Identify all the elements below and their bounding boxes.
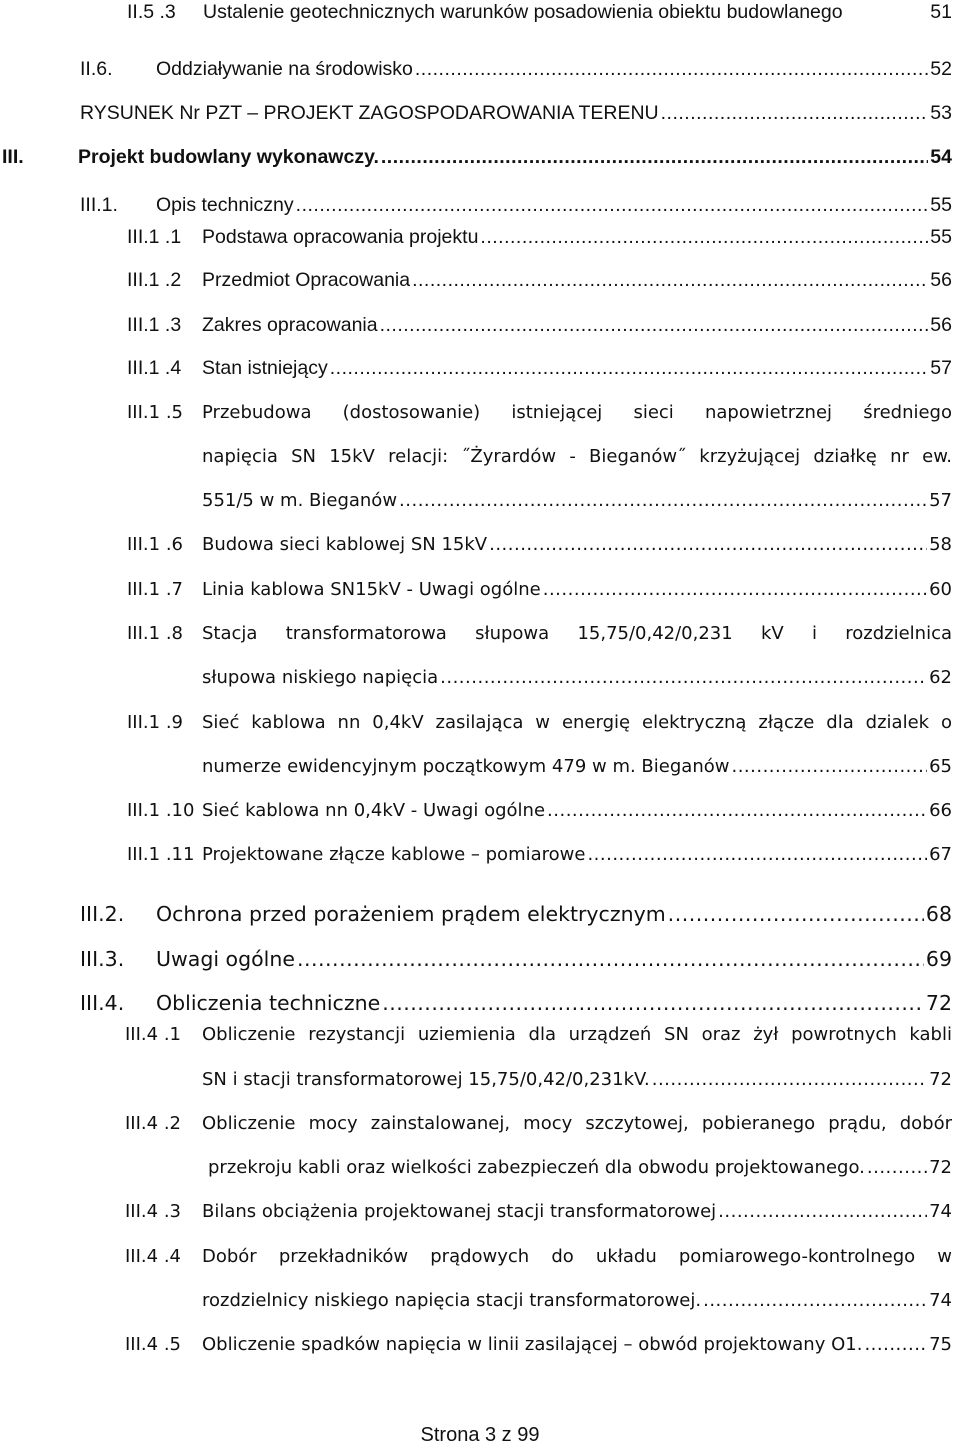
toc-title: Obliczenia techniczne [156,991,381,1015]
toc-page-number: 56 [930,314,952,336]
toc-number: III.4 .1 [125,1024,181,1045]
toc-title: Ochrona przed porażeniem prądem elektrycznym [156,902,666,926]
toc-number: III.1 .7 [127,579,183,600]
toc-title: Bilans obciążenia projektowanej stacji transformatorowej [202,1201,717,1222]
toc-entry[interactable] [127,401,952,425]
toc-number: III.3. [80,947,125,971]
toc-title-line: Obliczenie rezystancji uziemienia dla urządzeń SN oraz żył powrotnych kabli [202,1024,952,1045]
toc-entry[interactable] [80,193,952,217]
toc-title-line: Stacja transformatorowa słupowa 15,75/0,42/0,231 kV i rozdzielnica [202,623,952,644]
toc-entry[interactable] [80,991,952,1015]
toc-entry[interactable] [125,1200,952,1224]
toc-entry-continuation[interactable] [202,1068,952,1092]
toc-number: III.1 .8 [127,623,183,644]
toc-number: III.1 .11 [127,844,195,865]
toc-title: Uwagi ogólne [156,947,295,971]
toc-title: rozdzielnicy niskiego napięcia stacji transformatorowej. [202,1290,702,1311]
toc-entry[interactable] [127,356,952,380]
toc-number: III.1 .10 [127,800,195,821]
toc-page-number: 51 [930,1,952,23]
toc-leader [440,666,927,690]
toc-title: Przedmiot Opracowania [202,269,411,291]
toc-entry[interactable] [80,902,952,926]
toc-leader [382,991,924,1015]
toc-leader [867,1156,927,1180]
toc-entry[interactable] [127,268,952,292]
toc-number: II.6. [80,58,113,80]
toc-title: SN i stacji transformatorowej 15,75/0,42/0,231kV. [202,1069,650,1090]
toc-leader [731,755,927,779]
toc-number: III.1 .3 [127,314,182,336]
toc-number: III.1 .4 [127,357,182,379]
toc-entry[interactable] [125,1333,952,1357]
toc-page-number: 66 [929,800,952,821]
toc-entry[interactable] [127,799,952,823]
toc-page-number: 74 [929,1290,952,1311]
toc-page-number: 55 [930,226,952,248]
toc-title-line: napięcia SN 15kV relacji: ˝Żyrardów - Bieganów˝ krzyżującej działkę nr ew. [202,446,952,467]
toc-leader [543,578,927,602]
toc-number: III.1 .1 [127,226,182,248]
toc-number: III.4 .5 [125,1334,181,1355]
toc-entry[interactable] [2,145,952,169]
toc-number: III.2. [80,902,125,926]
toc-title-line: Sieć kablowa nn 0,4kV zasilająca w energię elektryczną złącze dla dzialek o [202,712,952,733]
toc-number: III.4. [80,991,125,1015]
toc-title: słupowa niskiego napięcia [202,667,439,688]
toc-page-number: 60 [929,579,952,600]
toc-number: III.4 .3 [125,1201,181,1222]
toc-entry[interactable] [125,1112,952,1136]
toc-title: Projektowane złącze kablowe – pomiarowe [202,844,586,865]
toc-leader [547,799,927,823]
toc-entry[interactable] [127,313,952,337]
toc-entry[interactable] [127,533,952,557]
toc-title: Budowa sieci kablowej SN 15kV [202,534,488,555]
toc-leader [296,193,929,217]
toc-entry[interactable] [125,1245,952,1269]
toc-page-number: 74 [929,1201,952,1222]
toc-title: Sieć kablowa nn 0,4kV - Uwagi ogólne [202,800,546,821]
toc-title: 551/5 w m. Bieganów [202,490,398,511]
toc-leader [587,843,927,867]
toc-number: III.1 .5 [127,402,183,423]
toc-page-number: 75 [929,1334,952,1355]
toc-entry-continuation[interactable] [202,489,952,513]
toc-entry[interactable] [127,843,952,867]
toc-number: III.1 .9 [127,712,183,733]
toc-entry-continuation[interactable] [202,755,952,779]
toc-entry[interactable] [80,101,952,125]
toc-page-number: 67 [929,844,952,865]
toc-number: III.1. [80,194,118,216]
toc-number: II.5 .3 [127,1,176,23]
toc-page-number: 53 [930,102,952,124]
toc-entry[interactable] [127,711,952,735]
toc-number: III. [2,146,24,168]
toc-entry[interactable] [127,225,952,249]
toc-page-number: 57 [929,490,952,511]
toc-page-number: 72 [925,991,952,1015]
toc-title-line: Dobór przekładników prądowych do układu pomiarowego-kontrolnego w [202,1246,952,1267]
toc-title: Ustalenie geotechnicznych warunków posadowienia obiektu budowlanego [203,1,843,23]
toc-leader [380,313,929,337]
toc-number: III.4 .2 [125,1113,181,1134]
toc-entry[interactable] [80,947,952,971]
toc-page-number: 58 [929,534,952,555]
toc-leader [718,1200,927,1224]
toc-leader [661,101,929,125]
toc-number: III.1 .6 [127,534,183,555]
toc-entry[interactable] [127,0,952,24]
toc-entry[interactable] [125,1023,952,1047]
toc-leader [399,489,927,513]
toc-leader [330,356,929,380]
page-footer: Strona 3 z 99 [420,1424,540,1446]
toc-page-number: 56 [930,269,952,291]
toc-title: Stan istniejący [202,357,328,379]
toc-entry[interactable] [80,57,952,81]
toc-page-number: 69 [925,947,952,971]
toc-page-number: 62 [929,667,952,688]
toc-page-number: 72 [929,1157,952,1178]
toc-title: przekroju kabli oraz wielkości zabezpieczeń dla obwodu projektowanego. [208,1157,865,1178]
toc-page-number: 52 [930,58,952,80]
toc-page-number: 72 [929,1069,952,1090]
toc-leader [652,1068,927,1092]
toc-leader [489,533,927,557]
toc-title: numerze ewidencyjnym początkowym 479 w m. Bieganów [202,756,730,777]
toc-page-number: 55 [930,194,952,216]
toc-title: Zakres opracowania [202,314,378,336]
toc-page-number: 65 [929,756,952,777]
toc-title: Projekt budowlany wykonawczy. [78,146,379,168]
toc-page-number: 54 [930,146,952,168]
toc-entry[interactable] [127,622,952,646]
toc-leader [415,57,928,81]
toc-entry-continuation[interactable] [208,1156,952,1180]
toc-entry-continuation[interactable] [202,666,952,690]
toc-leader [703,1289,927,1313]
toc-title: Podstawa opracowania projektu [202,226,479,248]
toc-title-line: Przebudowa (dostosowanie) istniejącej sieci napowietrznej średniego [202,402,952,423]
toc-title: Oddziaływanie na środowisko [156,58,413,80]
toc-title: RYSUNEK Nr PZT – PROJEKT ZAGOSPODAROWANIA TERENU [80,102,659,124]
toc-entry[interactable] [127,578,952,602]
toc-page-number: 68 [925,902,952,926]
toc-entry-continuation[interactable] [202,1289,952,1313]
toc-leader [668,902,924,926]
toc-leader [381,145,928,169]
toc-page-number: 57 [930,357,952,379]
toc-leader [864,1333,927,1357]
toc-number: III.1 .2 [127,269,182,291]
toc-leader [480,225,928,249]
toc-title: Obliczenie spadków napięcia w linii zasilającej – obwód projektowany O1. [202,1334,863,1355]
toc-title: Linia kablowa SN15kV - Uwagi ogólne [202,579,541,600]
toc-leader [297,947,924,971]
toc-title-line: Obliczenie mocy zainstalowanej, mocy szczytowej, pobieranego prądu, dobór [202,1113,952,1134]
toc-number: III.4 .4 [125,1246,181,1267]
toc-title: Opis techniczny [156,194,294,216]
toc-leader [412,268,928,292]
